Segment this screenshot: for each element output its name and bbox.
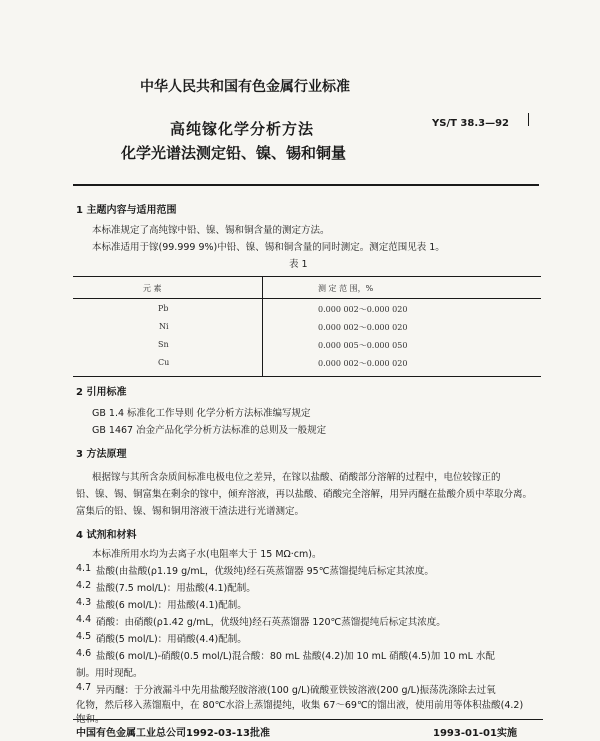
table-bottom-rule	[73, 376, 541, 377]
reagents-intro: 本标准所用水均为去离子水(电阻率大于 15 MΩ·cm)。	[92, 549, 322, 560]
standard-code: YS/T 38.3—92	[432, 118, 509, 129]
reagent-item-number: 4.4	[76, 614, 92, 625]
section-4-heading: 4 试剂和材料	[76, 530, 137, 541]
section-2-heading: 2 引用标准	[76, 387, 127, 398]
reagent-item-number: 4.1	[76, 563, 92, 574]
reagent-item-text: 盐酸(7.5 mol/L)：用盐酸(4.1)配制。	[96, 583, 256, 594]
reference-gb-1467: GB 1467 冶金产品化学分析方法标准的总则及一般规定	[92, 425, 327, 436]
reagent-item-number: 4.3	[76, 597, 92, 608]
reagent-item-number: 4.2	[76, 580, 92, 591]
table-header-range: 测 定 范 围，%	[318, 284, 374, 293]
reagent-item-number: 4.5	[76, 631, 92, 642]
table-row-sn-element: Sn	[158, 340, 169, 349]
reagent-item-text: 盐酸(6 mol/L)：用盐酸(4.1)配制。	[96, 600, 247, 611]
header-rule	[73, 184, 539, 186]
title-line-2: 化学光谱法测定铅、镍、锡和铜量	[121, 144, 347, 162]
section-1-para-2: 本标准适用于镓(99.999 9%)中铅、镍、锡和铜含量的同时测定。测定范围见表 1。	[92, 242, 445, 253]
table-row-ni-range: 0.000 002～0.000 020	[318, 323, 408, 332]
reagent-item-text: 硝酸：由硝酸(ρ1.42 g/mL，优级纯)经石英蒸馏器 120℃蒸馏提纯后标定其浓度。	[96, 617, 446, 628]
reagent-item-4-7-line-2: 化物，然后移入蒸馏瓶中，在 80℃水浴上蒸馏提纯，收集 67～69℃的馏出液，使用前用等体积盐酸(4.2)	[76, 700, 524, 711]
section-3-heading: 3 方法原理	[76, 449, 127, 460]
table-header-rule	[73, 298, 541, 299]
principle-line-2: 铅、镍、锡、铜富集在剩余的镓中，倾弃溶液，再以盐酸、硝酸完全溶解，用异丙醚在盐酸介质中萃取分离。	[76, 489, 533, 500]
table-row-sn-range: 0.000 005～0.000 050	[318, 341, 408, 350]
table-column-rule	[262, 276, 263, 376]
reagent-item-text: 硝酸(5 mol/L)：用硝酸(4.4)配制。	[96, 634, 247, 645]
table-row-pb-element: Pb	[158, 304, 169, 313]
reagent-item-4-7-line-3	[76, 711, 105, 725]
table-top-rule	[73, 276, 541, 277]
table-caption: 表 1	[289, 259, 308, 270]
reference-gb-1-4: GB 1.4 标准化工作导则 化学分析方法标准编写规定	[92, 408, 311, 419]
implementation-date: 1993-01-01实施	[433, 728, 517, 739]
reagent-item-text: 盐酸(由盐酸(ρ1.19 g/mL，优级纯)经石英蒸馏器 95℃蒸馏提纯后标定其浓度。	[96, 566, 434, 577]
table-row-pb-range: 0.000 002～0.000 020	[318, 305, 408, 314]
table-row-ni-element: Ni	[159, 322, 169, 331]
principle-line-3: 富集后的铅、镍、锡和铜用溶液干渣法进行光谱测定。	[76, 506, 305, 517]
reagent-item-4-7-line-1: 异丙醚：于分液漏斗中先用盐酸羟胺溶液(100 g/L)硫酸亚铁铵溶液(200 g/L)振荡洗涤除去过氧	[96, 685, 496, 696]
margin-mark	[528, 113, 529, 126]
title-line-1: 高纯镓化学分析方法	[170, 120, 315, 138]
reagent-item-number: 4.6	[76, 648, 92, 659]
principle-line-1: 根据镓与其所含杂质间标准电极电位之差异，在镓以盐酸、硝酸部分溶解的过程中，电位较镓正的	[92, 472, 501, 483]
table-row-cu-range: 0.000 002～0.000 020	[318, 359, 408, 368]
reagent-item-number: 4.7	[76, 682, 92, 693]
reagent-item-4-6-line-1: 盐酸(6 mol/L)-硝酸(0.5 mol/L)混合酸：80 mL 盐酸(4.2)加 10 mL 硝酸(4.5)加 10 mL 水配	[96, 651, 495, 662]
table-header-element: 元 素	[143, 284, 162, 293]
section-1-para-1: 本标准规定了高纯镓中铅、镍、锡和铜含量的测定方法。	[92, 225, 330, 236]
table-row-cu-element: Cu	[158, 358, 170, 367]
section-1-heading: 1 主题内容与适用范围	[76, 205, 177, 216]
reagent-item-4-6-line-2: 制。用时现配。	[76, 668, 143, 679]
org-title: 中华人民共和国有色金属行业标准	[140, 79, 350, 95]
footer-rule	[73, 719, 543, 720]
approval-date: 中国有色金属工业总公司1992-03-13批准	[76, 728, 270, 739]
